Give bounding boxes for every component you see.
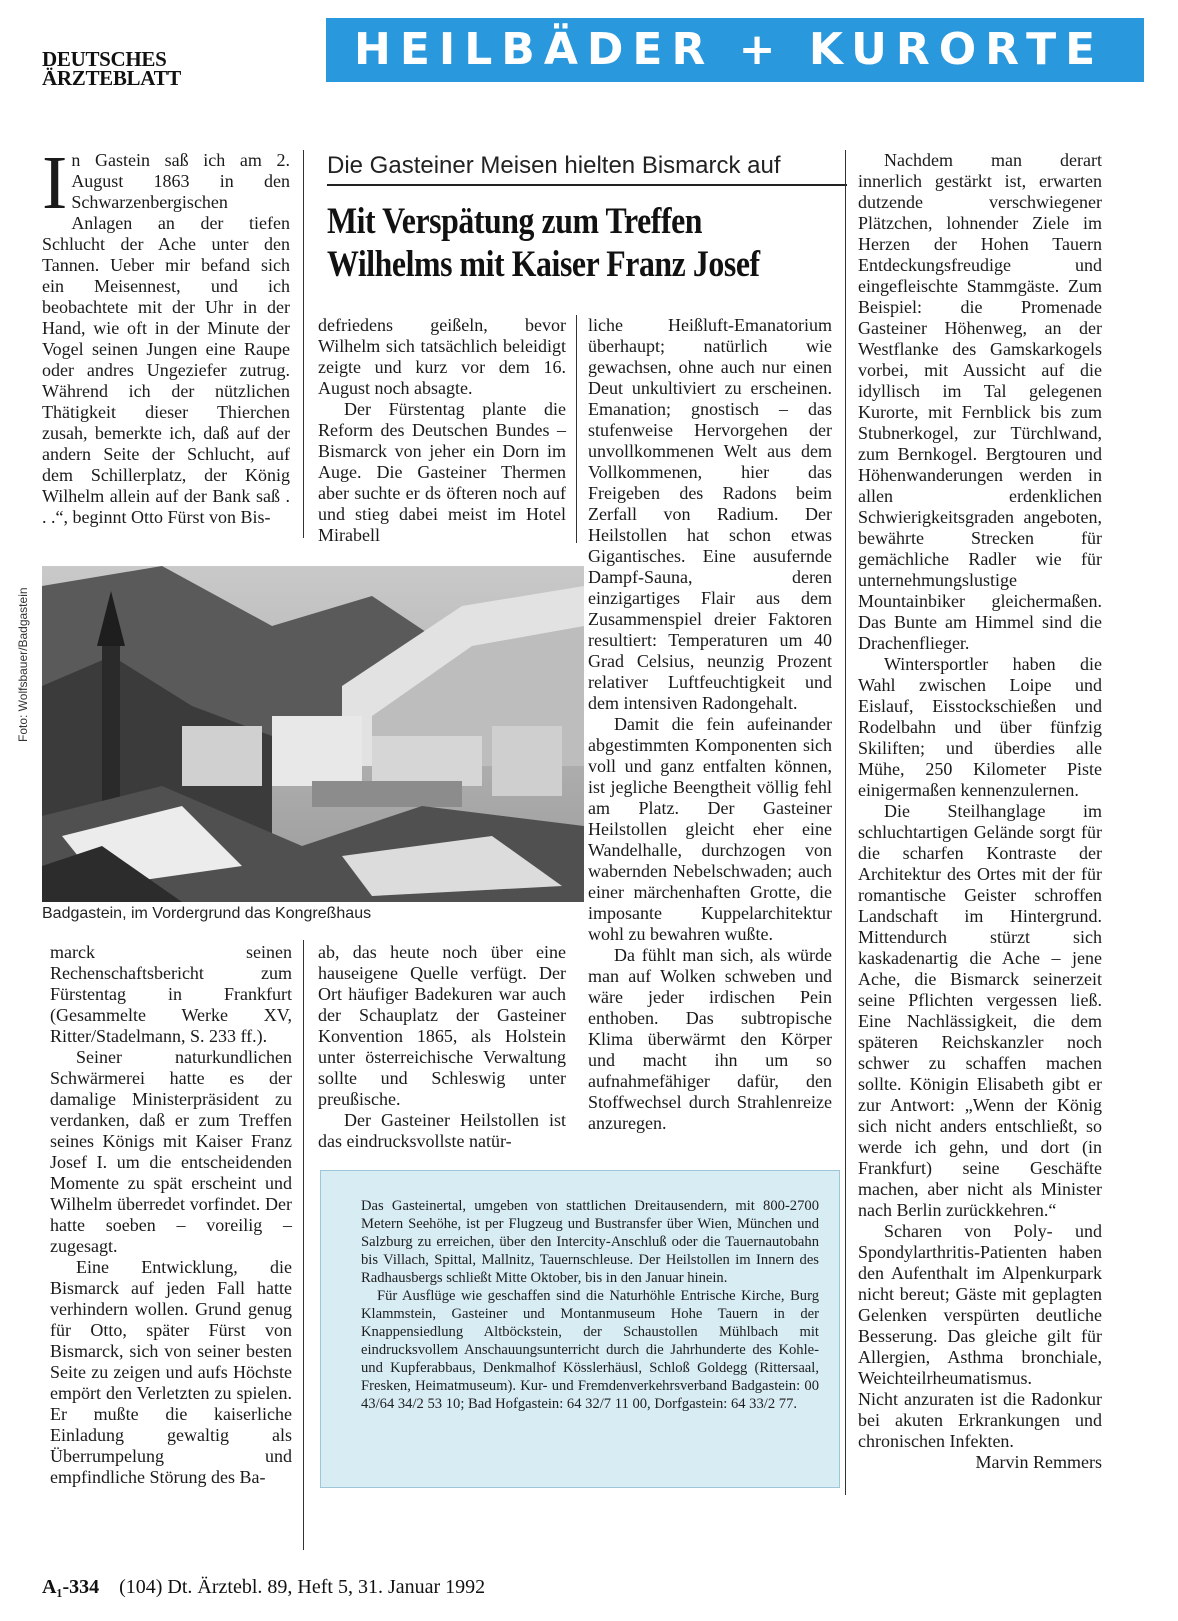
photo-illustration — [42, 566, 584, 902]
photo-caption: Badgastein, im Vordergrund das Kongreßhaus — [42, 905, 372, 922]
paragraph: Eine Entwicklung, die Bismarck auf jeden Fall hatte verhindern wollen. Grund genug für Otto, später Fürst von Bismarck, sich von seiner besten Seite zu zeigen und aufs Höchste empört den Verletzten zu spielen. Er mußte die kaiserliche Einladung gewaltig als Überrumpelung und empfindliche Störung des Ba- — [50, 1257, 292, 1487]
drop-cap: I — [42, 141, 68, 225]
article-col2-bottom — [318, 942, 566, 1152]
column-rule — [303, 150, 304, 538]
logo-line-1: DEUTSCHES — [42, 47, 167, 71]
article-col1-top — [42, 141, 290, 528]
paragraph: ab, das heute noch über eine hauseigene Quelle verfügt. Der Ort häufiger Badekuren war auch der Schauplatz der Gasteiner Konvention 1865, als Holstein unter österreichische Verwaltung sollte und Schleswig unter preußische. — [318, 942, 566, 1109]
headline-line-1: Mit Verspätung zum Treffen — [327, 201, 703, 242]
logo-line-2: ÄRZTEBLATT — [42, 66, 181, 90]
article-col2-top — [318, 315, 566, 546]
paragraph: Nachdem man derart innerlich gestärkt ist, erwarten dutzende verschwiegener Plätzchen, lohnender Ziele im Herzen der Hohen Tauern Entdeckungsfreudige und eingefleischte Stammgäste. Zum Beispiel: die Promenade Gasteiner Höhenweg, an der Westflanke des Gamskarkogels vorbei, mit Aussicht auf die idyllisch im Tal gelegenen Kurorte, mit Fernblick bis zum Stubnerkogel, zur Türchlwand, zum Bernkogel. Bergtouren und Höhenwanderungen werden in allen erdenklichen Schwierigkeitsgraden angeboten, bewährte Strecken für gemächliche Radler wie für unternehmungslustige Mountainbiker gleichermaßen. Das Bunte am Himmel sind die Drachenflieger. — [858, 150, 1102, 653]
journal-logo — [42, 47, 181, 90]
info-box — [320, 1170, 840, 1488]
section-banner: HEILBÄDER + KURORTE — [326, 18, 1144, 82]
paragraph: Da fühlt man sich, als würde man auf Wolken schweben und wäre jeder irdischen Pein enthoben. Das subtropische Klima überwärmt den Körper und macht ihn um so aufnahmefähiger dafür, den Stoffwechsel durch Strahlenreize anzuregen. — [588, 945, 832, 1133]
citation: (104) Dt. Ärztebl. 89, Heft 5, 31. Januar 1992 — [119, 1576, 486, 1598]
paragraph: Wintersportler haben die Wahl zwischen Loipe und Eislauf, Eisstockschießen und Rodelbahn und über fünfzig Skiliften; und überdies alle Mühe, 250 Kilometer Piste einigermaßen kennenzulernen. — [858, 654, 1102, 800]
closing-text: Nicht anzuraten ist die Radonkur bei akuten Erkrankungen und chronischen Infekten. — [858, 1389, 1102, 1451]
article-col4 — [858, 150, 1102, 1473]
page-footer — [42, 1576, 485, 1599]
paragraph: Damit die fein aufeinander abgestimmten Komponenten sich voll und ganz entfalten können, ist jegliche Beengtheit völlig fehl am Platz. Der Gasteiner Heilstollen gleicht eher eine Wandelhalle, durchzogen von wabernden Nebelschwaden; auch einer märchenhaften Grotte, die imposante Kuppelarchitektur wohl zu bewahren wußte. — [588, 714, 832, 944]
paragraph: Seiner naturkundlichen Schwärmerei hatte es der damalige Ministerpräsident zu verdanken, daß er zum Treffen seines Königs mit Kaiser Franz Josef I. um die entscheidenden Momente zu spät erscheint und Wilhelm überredet vorfindet. Der hatte soeben – voreilig – zugesagt. — [50, 1047, 292, 1256]
article-kicker: Die Gasteiner Meisen hielten Bismarck auf — [327, 152, 781, 179]
lead-paragraph: n Gastein saß ich am 2. August 1863 in den Schwarzenbergischen Anlagen an der tiefen Schlucht der Ache unter den Tannen. Ueber mir befand sich ein Meisennest, und ich beobachtete mit der Uhr in der Hand, wie oft in der Minute der Vogel seinen Jungen eine Raupe oder andres Ungeziefer zutrug. Während ich der nützlichen Thätigkeit dieser Thierchen zusah, bemerkte ich, daß auf der andern Seite der Schlucht, auf dem Schillerplatz, der König Wilhelm allein auf der Bank saß . . .“, beginnt Otto Fürst von Bis- — [42, 150, 290, 527]
paragraph: defriedens geißeln, bevor Wilhelm sich tatsächlich beleidigt zeigte und kurz vor dem 16. August noch absagte. — [318, 315, 566, 398]
paragraph: Die Steilhanglage im schluchtartigen Gelände sorgt für die scharfen Kontraste der Architektur des Ortes mit der für romantische Geister schroffen Landschaft im Hintergrund. Mittendurch stürzt sich kaskadenartig die Ache – jene Ache, die Bismarck seinerzeit seine Pflichten vergessen ließ. Eine Nachlässigkeit, die dem späteren Reichskanzler noch schwer zu schaffen machen sollte. Königin Elisabeth gibt er zur Antwort: „Wenn der König sich nicht anders entschließt, so werde ich gehn, und dort (in Frankfurt) seine Geschäfte machen, aber nicht als Minister nach Berlin zurückkehren.“ — [858, 801, 1102, 1220]
paragraph — [858, 1389, 1102, 1472]
info-paragraph: Für Ausflüge wie geschaffen sind die Naturhöhle Entrische Kirche, Burg Klammstein, Gasteiner und Montanmuseum Hohe Tauern in der Knappensiedlung Altböckstein, der Schaustollen Mühlbach mit eindrucksvollem Anschauungsunterricht durch die Jahrhunderte des Kohle- und Kupferabbaus, Denkmalhof Kösslerhäusl, Schloß Goldegg (Rittersaal, Fresken, Heimatmuseum). Kur- und Fremdenverkehrsverband Badgastein: 00 43/64 34/2 53 10; Bad Hofgastein: 64 32/7 11 00, Dorfgastein: 64 33/2 77. — [361, 1288, 819, 1412]
article-col1-bottom — [50, 942, 292, 1488]
paragraph: liche Heißluft-Emanatorium überhaupt; natürlich wie gewachsen, ohne auch nur einen Deut unkultiviert zu erscheinen. Emanation; gnostisch – das stufenweise Hervorgehen der unvollkommenen Welt aus dem Vollkommenen, hier das Freigeben des Radons beim Zerfall von Radium. Der Heilstollen hat schon etwas Gigantisches. Eine ausufernde Dampf-Sauna, deren einzigartiges Flair aus dem Zusammenspiel dreier Faktoren resultiert: Temperaturen um 40 Grad Celsius, neunzig Prozent relativer Luftfeuchtigkeit und dem intensiven Radongehalt. — [588, 315, 832, 713]
column-rule — [576, 315, 577, 543]
author-name: Marvin Remmers — [975, 1452, 1102, 1472]
article-headline — [327, 200, 791, 286]
column-rule — [845, 150, 846, 1495]
paragraph: marck seinen Rechenschaftsbericht zum Fürstentag in Frankfurt (Gesammelte Werke XV, Ritter/Stadelmann, S. 233 ff.). — [50, 942, 292, 1046]
paragraph: Der Fürstentag plante die Reform des Deutschen Bundes – Bismarck von jeher ein Dorn im Auge. Die Gasteiner Thermen aber suchte er ds öfteren noch auf und stieg dabei meist im Hotel Mirabell — [318, 399, 566, 545]
article-col3 — [588, 315, 832, 1134]
column-rule — [303, 940, 304, 1550]
paragraph: Scharen von Poly- und Spondylarthritis-Patienten haben den Aufenthalt im Alpenkurpark nicht bereut; Gäste mit geplagten Gelenken verspürten deutliche Besserung. Das gleiche gilt für Allergien, Asthma bronchiale, Weichteilrheumatismus. — [858, 1221, 1102, 1388]
page-folio: A₁-334 — [42, 1576, 100, 1598]
kicker-underline — [327, 184, 847, 186]
info-paragraph: Das Gasteinertal, umgeben von stattlichen Dreitausendern, mit 800-2700 Metern Seehöhe, ist per Flugzeug und Bustransfer über Wien, München und Salzburg zu erreichen, über den Intercity-Anschluß oder die Tauernautobahn bis Villach, Spittal, Mallnitz, Tauernschleuse. Der Heilstollen im Innern des Radhausbergs schließt Mitte Oktober, bis in den Januar hinein. — [361, 1198, 819, 1286]
town-photo — [42, 566, 584, 902]
paragraph: Der Gasteiner Heilstollen ist das eindrucksvollste natür- — [318, 1110, 566, 1151]
photo-credit: Foto: Wolfsbauer/Badgastein — [16, 587, 30, 742]
headline-line-2: Wilhelms mit Kaiser Franz Josef — [327, 244, 760, 285]
